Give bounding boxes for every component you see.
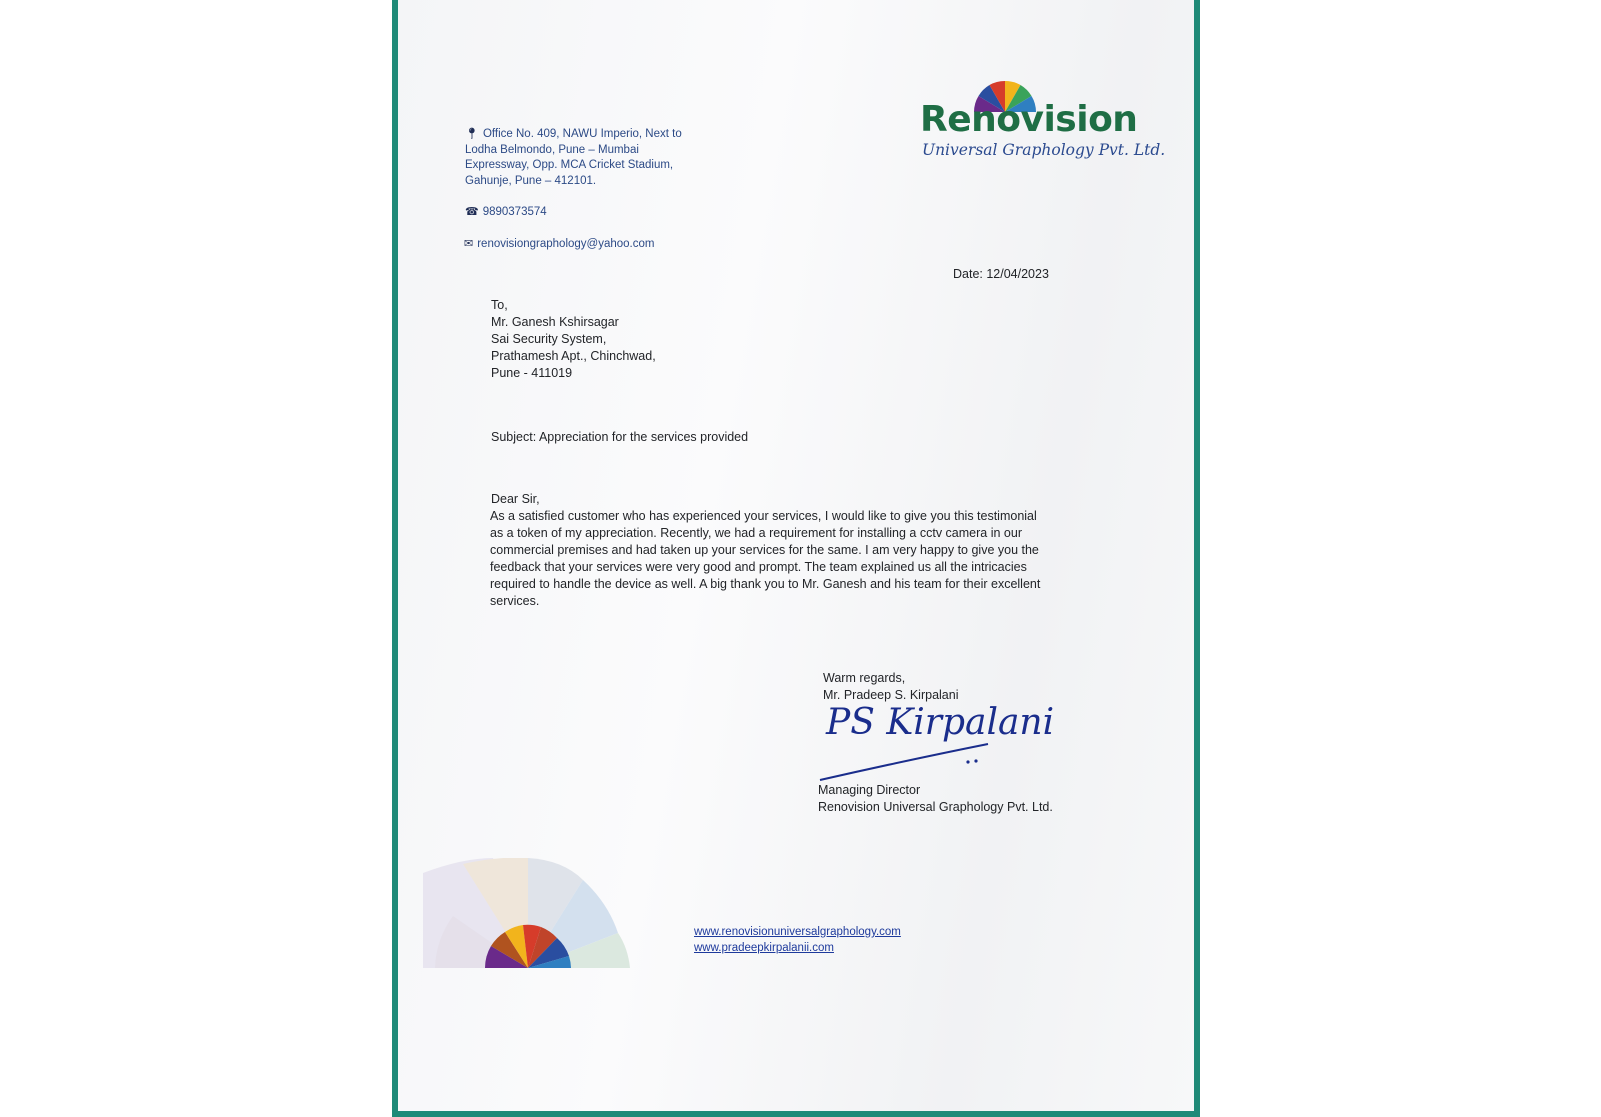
body-line: services. bbox=[490, 594, 540, 608]
email-address: renovisiongraphology@yahoo.com bbox=[477, 238, 655, 250]
signer-name: Mr. Pradeep S. Kirpalani bbox=[823, 688, 959, 702]
company-logo-subtitle: Universal Graphology Pvt. Ltd. bbox=[922, 141, 1166, 159]
phone-icon: ☎ bbox=[465, 206, 479, 218]
recipient-line: To, bbox=[491, 298, 508, 312]
signer-designation-block bbox=[818, 782, 1053, 816]
salutation: Dear Sir, bbox=[491, 492, 540, 506]
letter-sheet bbox=[398, 0, 1194, 1111]
location-pin-icon: 📍︎ bbox=[465, 128, 479, 140]
phone-row bbox=[465, 205, 547, 221]
address-line: Lodha Belmondo, Pune – Mumbai bbox=[465, 143, 639, 156]
signature-underline bbox=[818, 740, 993, 784]
body-line: as a token of my appreciation. Recently, we had a requirement for installing a cctv camera in our bbox=[490, 526, 1022, 540]
signer-designation: Managing Director bbox=[818, 783, 921, 797]
closing-regards: Warm regards, bbox=[823, 671, 906, 685]
letter-date: Date: 12/04/2023 bbox=[953, 267, 1049, 281]
closing-block bbox=[823, 670, 959, 704]
address-line: Office No. 409, NAWU Imperio, Next to bbox=[482, 128, 682, 140]
recipient-block bbox=[491, 297, 656, 382]
footer-links bbox=[694, 924, 901, 956]
recipient-line: Mr. Ganesh Kshirsagar bbox=[491, 315, 619, 329]
phone-number: 9890373574 bbox=[482, 206, 547, 218]
body-line: required to handle the device as well. A big thank you to Mr. Ganesh and his team for their excellent bbox=[490, 577, 1041, 591]
body-line: As a satisfied customer who has experienced your services, I would like to give you this testimonial bbox=[490, 509, 1037, 523]
footer-fan-graphic bbox=[423, 858, 633, 968]
address-line: Gahunje, Pune – 412101. bbox=[465, 174, 597, 187]
envelope-icon: ✉ bbox=[464, 238, 474, 250]
recipient-line: Prathamesh Apt., Chinchwad, bbox=[491, 349, 656, 363]
email-row bbox=[464, 237, 654, 253]
address-line: Expressway, Opp. MCA Cricket Stadium, bbox=[465, 159, 674, 171]
website-link[interactable]: www.renovisionuniversalgraphology.com bbox=[694, 926, 901, 938]
handwritten-signature: PS Kirpalani bbox=[826, 702, 1055, 743]
letter-subject: Subject: Appreciation for the services provided bbox=[491, 430, 749, 444]
body-line: commercial premises and had taken up your services for the same. I am very happy to give you the bbox=[490, 543, 1039, 557]
company-logo-wordmark: Renovision bbox=[920, 99, 1138, 140]
body-line: feedback that your services were very good and prompt. The team explained us all the intricacies bbox=[490, 560, 1027, 574]
signer-company: Renovision Universal Graphology Pvt. Ltd. bbox=[818, 800, 1053, 814]
address-block bbox=[465, 127, 682, 189]
recipient-line: Sai Security System, bbox=[491, 332, 607, 346]
letter-body bbox=[490, 508, 1074, 610]
personal-website-link[interactable]: www.pradeepkirpalanii.com bbox=[694, 942, 834, 954]
recipient-line: Pune - 411019 bbox=[491, 366, 573, 380]
